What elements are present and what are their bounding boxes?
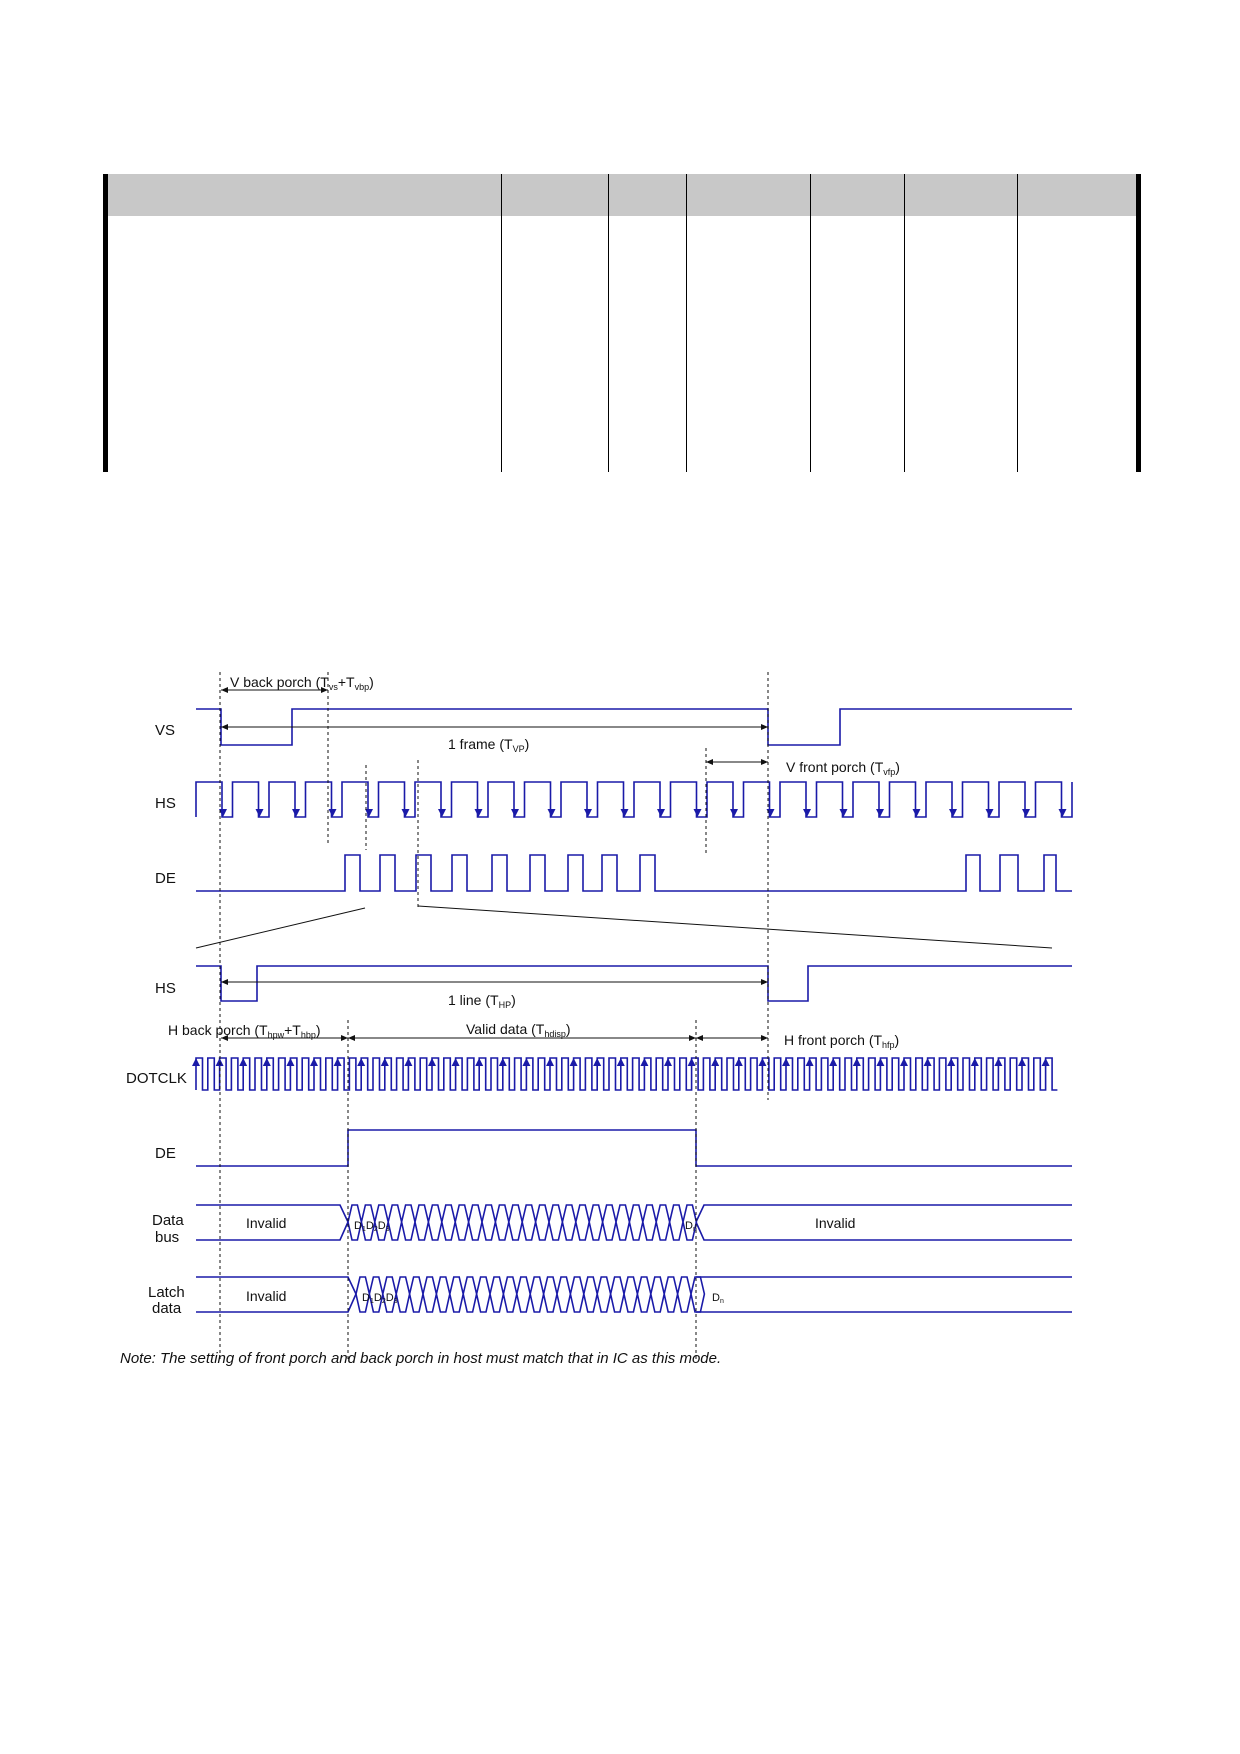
guide-lines	[196, 672, 1052, 1360]
label-valid-data: Valid data $(T_{hdisp})$	[466, 1021, 571, 1039]
hs-pulse-arrow	[840, 809, 848, 817]
data-bus-data-window	[348, 1205, 696, 1240]
hs-pulse-arrow	[657, 809, 665, 817]
signal-name-data-bus: Data	[152, 1212, 184, 1229]
zoom-line-left	[196, 908, 365, 948]
hs-pulse-arrow	[256, 809, 264, 817]
hs-pulse-arrow	[730, 809, 738, 817]
signal-name-hs: HS	[155, 795, 176, 812]
label-one-frame: 1 frame $(T_{VP})$	[448, 736, 530, 754]
hs-pulse-arrow	[475, 809, 483, 817]
hs-pulse-arrow	[694, 809, 702, 817]
hs-pulse-arrow	[913, 809, 921, 817]
signal-name-de: DE	[155, 870, 176, 887]
signal-name-latch-2: data	[152, 1300, 182, 1317]
label-one-line: 1 line $(T_{HP})$	[448, 992, 516, 1010]
de-frame-waveform	[196, 855, 1072, 891]
label-h-back-porch: H back porch $(T_{hpw}+T_{hbp})$	[168, 1022, 321, 1040]
signal-name-de-line: DE	[155, 1145, 176, 1162]
hs-pulse-arrow	[329, 809, 337, 817]
footnote: Note: The setting of front porch and back porch in host must match that in IC as this mode.	[120, 1350, 722, 1367]
waveforms	[192, 687, 1072, 1312]
hs-frame-waveform	[196, 782, 1072, 817]
hs-pulse-arrow	[548, 809, 556, 817]
signal-name-dotclk: DOTCLK	[126, 1070, 187, 1087]
hs-pulse-arrow	[584, 809, 592, 817]
dotclk-waveform	[196, 1058, 1057, 1090]
signal-name-hs-line: HS	[155, 980, 176, 997]
data-bus-invalid-right: Invalid	[815, 1215, 856, 1231]
signal-name-data-bus-2: bus	[155, 1229, 180, 1246]
hs-pulse-arrow	[438, 809, 446, 817]
latch-invalid-left: Invalid	[246, 1288, 287, 1304]
data-bus-d1: D1D2D3	[354, 1220, 390, 1233]
zoom-line-right	[418, 906, 1052, 948]
label-v-front-porch: V front porch $(T_{vfp})$	[786, 759, 900, 777]
hs-pulse-arrow	[511, 809, 519, 817]
hs-pulse-arrow	[292, 809, 300, 817]
latch-d1: D1D2D3	[362, 1292, 398, 1305]
hs-pulse-arrow	[986, 809, 994, 817]
data-bus-dn: Dn	[685, 1220, 697, 1233]
de-line-waveform	[196, 1130, 1072, 1166]
data-bus-bot-right	[696, 1222, 1072, 1240]
signal-name-vs: VS	[155, 722, 176, 739]
hs-pulse-arrow	[402, 809, 410, 817]
hs-pulse-arrow	[1022, 809, 1030, 817]
hs-pulse-arrow	[876, 809, 884, 817]
latch-dn: Dn	[712, 1292, 724, 1305]
data-bus-top-right	[696, 1205, 1072, 1222]
signal-name-latch: Latch	[148, 1284, 185, 1301]
hs-pulse-arrow	[949, 809, 957, 817]
data-bus-invalid-left: Invalid	[246, 1215, 287, 1231]
hs-pulse-arrow	[1059, 809, 1067, 817]
hs-pulse-arrow	[803, 809, 811, 817]
label-v-back-porch: V back porch $(T_{vs}+T_{vbp})$	[230, 674, 374, 692]
hs-pulse-arrow	[621, 809, 629, 817]
hs-line-waveform	[196, 966, 1072, 1001]
label-h-front-porch: H front porch $(T_{hfp})$	[784, 1032, 900, 1050]
latch-data-window	[356, 1277, 704, 1312]
